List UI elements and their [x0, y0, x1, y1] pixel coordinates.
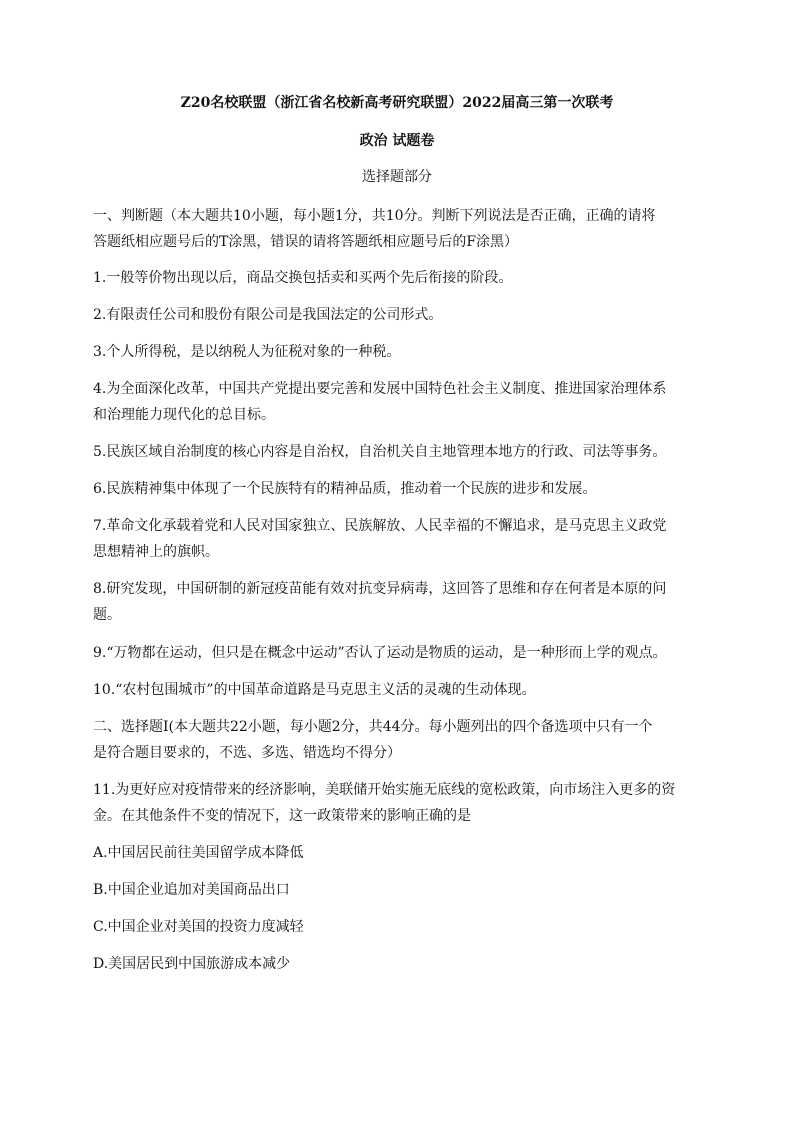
section-two-heading-line1: 二、选择题Ⅰ(本大题共22小题，每小题2分，共44分。每小题列出的四个备选项中只有一个 — [93, 719, 653, 735]
section-title: 选择题部分 — [362, 169, 432, 185]
option-d: D.美国居民到中国旅游成本减少 — [93, 956, 291, 972]
question-7-line2: 思想精神上的旗帜。 — [93, 544, 219, 560]
question-11-stem-line1: 11.为更好应对疫情带来的经济影响，美联储开始实施无底线的宽松政策，向市场注入更多的资 — [93, 782, 676, 798]
section-one-heading-line2: 答题纸相应题号后的T涂黑，错误的请将答题纸相应题号后的F涂黑） — [93, 234, 519, 250]
question-7-line1: 7.革命文化承载着党和人民对国家独立、民族解放、人民幸福的不懈追求，是马克思主义政党 — [93, 518, 667, 534]
question-10: 10.“农村包围城市”的中国革命道路是马克思主义活的灵魂的生动体现。 — [93, 682, 536, 698]
question-11-stem-line2: 金。在其他条件不变的情况下，这一政策带来的影响正确的是 — [93, 808, 471, 824]
question-1: 1.一般等价物出现以后，商品交换包括卖和买两个先后衔接的阶段。 — [93, 270, 513, 286]
question-9: 9.“万物都在运动，但只是在概念中运动”否认了运动是物质的运动，是一种形而上学的观点。 — [93, 645, 667, 661]
question-8-line2: 题。 — [93, 607, 121, 623]
question-2: 2.有限责任公司和股份有限公司是我国法定的公司形式。 — [93, 307, 443, 323]
option-c: C.中国企业对美国的投资力度减轻 — [93, 919, 304, 935]
subject-title: 政治 试题卷 — [359, 133, 435, 149]
option-a: A.中国居民前往美国留学成本降低 — [93, 845, 304, 861]
question-5: 5.民族区域自治制度的核心内容是自治权，自治机关自主地管理本地方的行政、司法等事务。 — [93, 444, 667, 460]
question-6: 6.民族精神集中体现了一个民族特有的精神品质，推动着一个民族的进步和发展。 — [93, 481, 597, 497]
question-8-line1: 8.研究发现，中国研制的新冠疫苗能有效对抗变异病毒，这回答了思维和存在何者是本原的问 — [93, 581, 667, 597]
option-b: B.中国企业追加对美国商品出口 — [93, 882, 290, 898]
question-3: 3.个人所得税，是以纳税人为征税对象的一种税。 — [93, 344, 401, 360]
section-two-heading-line2: 是符合题目要求的，不选、多选、错选均不得分） — [93, 745, 401, 761]
section-one-heading-line1: 一、判断题（本大题共10小题，每小题1分，共10分。判断下列说法是否正确，正确的请将 — [93, 208, 656, 224]
question-4-line2: 和治理能力现代化的总目标。 — [93, 407, 275, 423]
question-4-line1: 4.为全面深化改革，中国共产党提出要完善和发展中国特色社会主义制度、推进国家治理体系 — [93, 381, 667, 397]
exam-title: Z20名校联盟（浙江省名校新高考研究联盟）2022届高三第一次联考 — [180, 95, 614, 111]
